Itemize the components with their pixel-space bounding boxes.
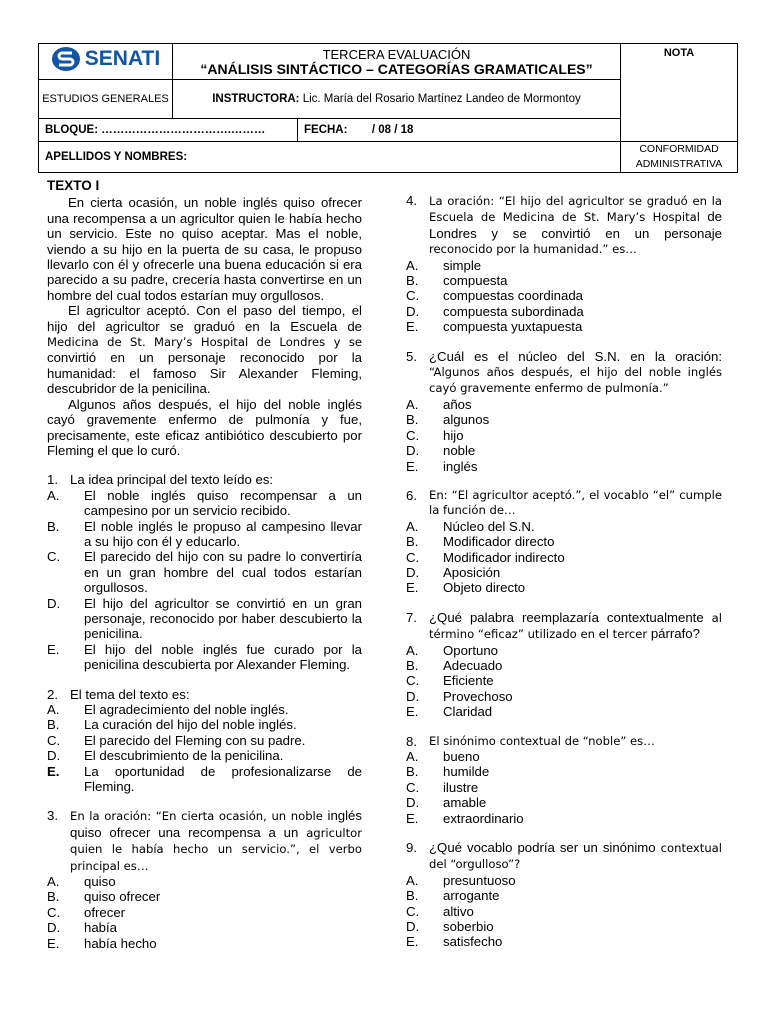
- option[interactable]: [47, 764, 362, 795]
- option-text: bueno: [443, 749, 480, 764]
- option-letter: B.: [47, 889, 60, 905]
- question-stem: La idea principal del texto leído es:: [70, 472, 274, 488]
- option-text: Objeto directo: [443, 580, 526, 596]
- option[interactable]: [406, 519, 722, 534]
- option-letter: B.: [47, 717, 60, 733]
- question-stem: [70, 808, 362, 874]
- option-letter: D.: [406, 443, 420, 459]
- apellidos-label: APELLIDOS Y NOMBRES:: [45, 151, 188, 163]
- option-letter: A.: [47, 487, 60, 503]
- option[interactable]: [406, 658, 722, 673]
- question-stem: [429, 349, 722, 397]
- option[interactable]: [406, 904, 722, 919]
- option[interactable]: [406, 795, 722, 810]
- option[interactable]: [406, 459, 722, 474]
- question-stem-b: de Londres y se convirtió en un personaje: [429, 209, 723, 241]
- question-1: [47, 472, 362, 672]
- fecha-cell[interactable]: [298, 119, 621, 142]
- option-text: quiso: [84, 874, 116, 890]
- option-text: noble: [443, 443, 476, 459]
- question-number: 4.: [406, 193, 417, 208]
- option-letter: E.: [47, 641, 60, 657]
- option-text: algunos: [443, 412, 490, 428]
- option[interactable]: [406, 811, 722, 826]
- logo-text: SENATI: [84, 47, 161, 70]
- option-text: hijo: [443, 427, 464, 443]
- option-letter: E.: [47, 935, 60, 951]
- option-text: Adecuado: [443, 657, 503, 673]
- paragraph-2-c: convirtió en un personaje reconocido por la humanidad: el famoso Sir Alexander Fleming, descubridor de la penicilina.: [47, 350, 362, 397]
- question-number: 8.: [406, 733, 417, 749]
- option[interactable]: [406, 673, 722, 688]
- option[interactable]: [406, 764, 722, 779]
- question-stem: En: “El agricultor aceptó.”, el vocablo “el” cumple la función de…: [429, 487, 722, 518]
- nota-label: NOTA: [663, 47, 695, 59]
- option[interactable]: [47, 733, 362, 748]
- option-letter: C.: [406, 427, 420, 443]
- option-letter: B.: [406, 888, 419, 904]
- option-letter: E.: [406, 319, 419, 335]
- option[interactable]: [47, 642, 362, 673]
- option[interactable]: [406, 934, 722, 949]
- option-text: Provechoso: [443, 688, 513, 704]
- paragraph-3: Algunos años después, el hijo del noble inglés cayó gravemente enfermo de pulmonía y fue, precisamente, este eficaz antibiótico descubierto por Fleming el que lo curó.: [47, 396, 362, 458]
- option-letter: E.: [47, 763, 60, 779]
- option[interactable]: [406, 397, 722, 412]
- option-letter: C.: [406, 288, 420, 304]
- senati-logo: [51, 46, 160, 72]
- option[interactable]: [47, 905, 362, 920]
- logo-cell: [39, 44, 173, 80]
- option-text: El noble inglés le propuso al campesino llevar a su hijo con él y educarlo.: [84, 518, 362, 549]
- option[interactable]: [406, 412, 722, 427]
- option-text: había: [84, 920, 118, 936]
- instructor-cell: [173, 80, 621, 119]
- question-7: [406, 610, 722, 720]
- option[interactable]: [47, 874, 362, 889]
- option[interactable]: [406, 428, 722, 443]
- option-letter: D.: [406, 919, 420, 935]
- option[interactable]: [47, 936, 362, 951]
- exam-title-line2: “ANÁLISIS SINTÁCTICO – CATEGORÍAS GRAMATICALES”: [200, 60, 593, 77]
- option[interactable]: [406, 643, 722, 658]
- option-letter: A.: [406, 396, 419, 412]
- question-stem-a: ¿Qué palabra reemplazaría contextualmente: [429, 609, 704, 625]
- option-text: presuntuoso: [443, 872, 516, 888]
- option-letter: E.: [406, 458, 419, 474]
- option-text: había hecho: [84, 935, 157, 951]
- question-stem-b: al término “eficaz” utilizado en el tercer: [429, 610, 722, 642]
- option-text: años: [443, 396, 472, 412]
- option[interactable]: [406, 565, 722, 580]
- option[interactable]: [406, 780, 722, 795]
- conformidad-cell: [621, 142, 738, 173]
- option-text: inglés: [443, 458, 478, 474]
- option-text: amable: [443, 795, 487, 811]
- option-text: satisfecho: [443, 934, 503, 950]
- option-text: altivo: [443, 903, 474, 919]
- option-letter: B.: [47, 518, 60, 534]
- option-letter: A.: [406, 749, 419, 764]
- option-letter: C.: [47, 549, 61, 565]
- option-letter: A.: [406, 518, 419, 534]
- fecha-value: / 08 / 18: [371, 124, 414, 136]
- option-text: Claridad: [443, 704, 493, 720]
- question-2: [47, 687, 362, 795]
- option-text: El hijo del noble inglés fue curado por la penicilina descubierta por Alexander Fleming.: [84, 641, 362, 673]
- option-text: Núcleo del S.N.: [443, 518, 535, 534]
- right-column: [406, 193, 722, 950]
- option[interactable]: [406, 288, 722, 303]
- option-letter: A.: [406, 257, 419, 273]
- question-4: [406, 193, 722, 335]
- option-text: La oportunidad de profesionalizarse de Fleming.: [84, 763, 362, 795]
- question-stem: [429, 193, 722, 258]
- option-text: ilustre: [443, 779, 479, 795]
- option-letter: D.: [406, 564, 420, 580]
- question-number: 1.: [47, 472, 58, 488]
- question-number: 3.: [47, 808, 58, 824]
- option[interactable]: [47, 596, 362, 642]
- option-letter: B.: [406, 657, 419, 673]
- question-stem-a: La oración: “El hijo del agricultor se graduó en la Escuela de Medicina de St. Mary’s Hospital: [429, 194, 722, 225]
- option-text: compuesta yuxtapuesta: [443, 319, 583, 335]
- question-6: [406, 488, 722, 596]
- option[interactable]: [406, 304, 722, 319]
- option-text: compuestas coordinada: [443, 288, 584, 304]
- conformidad-line2: ADMINISTRATIVA: [635, 158, 723, 170]
- option-letter: E.: [406, 580, 419, 596]
- question-stem-c: reconocido por la humanidad.” es…: [429, 242, 637, 257]
- option[interactable]: [47, 889, 362, 904]
- option-letter: C.: [406, 779, 420, 795]
- option-letter: B.: [406, 764, 419, 780]
- question-stem: [429, 840, 722, 873]
- option-letter: D.: [47, 595, 61, 611]
- question-stem-b: contextual del “orgulloso”?: [429, 841, 722, 872]
- bloque-cell[interactable]: [39, 119, 298, 142]
- question-stem-c: párrafo?: [650, 626, 700, 642]
- option[interactable]: [406, 443, 722, 458]
- exam-header: [38, 43, 738, 173]
- question-stem-c: agricultor quien le había hecho un servicio.”, el verbo principal es…: [70, 825, 362, 873]
- option[interactable]: [47, 717, 362, 732]
- senati-s-icon: [51, 46, 81, 72]
- question-stem: [429, 610, 722, 643]
- option-text: El parecido del hijo con su padre lo convertiría en un gran hombre del cual todos estarían orgullosos.: [84, 549, 362, 596]
- option-letter: D.: [406, 688, 420, 704]
- option-text: quiso ofrecer: [84, 889, 161, 905]
- option-text: El descubrimiento de la penicilina.: [84, 748, 284, 764]
- question-9: [406, 840, 722, 950]
- option-text: El agradecimiento del noble inglés.: [84, 702, 289, 717]
- instructor-name: Lic. María del Rosario Martínez Landeo de Mormontoy: [302, 93, 581, 105]
- apellidos-cell[interactable]: [39, 142, 621, 173]
- option-text: Eficiente: [443, 673, 494, 689]
- option[interactable]: [47, 549, 362, 595]
- option-letter: A.: [47, 874, 60, 890]
- option[interactable]: [47, 519, 362, 550]
- option[interactable]: [406, 319, 722, 334]
- instructor-label: INSTRUCTORA:: [212, 93, 300, 105]
- question-3: [47, 808, 362, 951]
- question-stem-a: ¿Qué vocablo podría ser un sinónimo: [429, 840, 656, 856]
- area-cell: [39, 80, 173, 119]
- option-letter: B.: [406, 273, 419, 289]
- option-letter: C.: [47, 904, 61, 920]
- question-number: 5.: [406, 348, 417, 364]
- question-stem-b: inglés quiso ofrecer una recompensa a un: [70, 808, 362, 840]
- option-text: Oportuno: [443, 642, 498, 658]
- option[interactable]: [406, 919, 722, 934]
- option-letter: A.: [406, 872, 419, 888]
- option[interactable]: [406, 689, 722, 704]
- option[interactable]: [47, 488, 362, 519]
- paragraph-2-a: El agricultor aceptó. Con el paso del tiempo, el hijo del agricultor se graduó en la Escuela de: [47, 303, 362, 334]
- option-letter: E.: [406, 810, 419, 826]
- option[interactable]: [406, 534, 722, 549]
- option[interactable]: [47, 748, 362, 763]
- title-cell: [173, 44, 621, 80]
- question-5: [406, 349, 722, 474]
- question-stem: El sinónimo contextual de “noble” es…: [429, 733, 655, 748]
- option-text: Modificador indirecto: [443, 549, 565, 565]
- text-title: TEXTO I: [47, 178, 100, 193]
- option-letter: A.: [47, 702, 60, 717]
- option-text: extraordinario: [443, 810, 524, 826]
- option[interactable]: [47, 920, 362, 935]
- area-label: ESTUDIOS GENERALES: [42, 93, 169, 105]
- option-text: ofrecer: [84, 904, 126, 920]
- option-text: La curación del hijo del noble inglés.: [84, 717, 297, 733]
- option-text: Aposición: [443, 564, 501, 580]
- question-stem: El tema del texto es:: [70, 686, 190, 702]
- option-text: compuesta: [443, 273, 508, 289]
- question-number: 9.: [406, 840, 417, 856]
- option-letter: B.: [406, 534, 419, 550]
- option[interactable]: [406, 258, 722, 273]
- option[interactable]: [406, 873, 722, 888]
- paragraph-1: En cierta ocasión, un noble inglés quiso ofrecer una recompensa a un agricultor quien le había hecho un servicio. Este no quiso aceptar. Mas el noble, viendo a su hijo en la puerta de su casa, le propuso llevarlo con él y ofrecerle una buena educación si era parecido a su padre, crecería hasta convertirse en un hombre del cual todos estarían muy orgullosos.: [47, 195, 362, 303]
- option-text: Modificador directo: [443, 534, 555, 550]
- paragraph-2: [47, 303, 362, 396]
- option-letter: A.: [406, 642, 419, 658]
- question-stem-a: En la oración: “En cierta ocasión, un noble: [70, 809, 323, 824]
- question-number: 7.: [406, 609, 417, 625]
- option-text: humilde: [443, 764, 490, 780]
- bloque-label: BLOQUE: …………………………….………: [45, 124, 266, 136]
- option[interactable]: [406, 550, 722, 565]
- option[interactable]: [47, 702, 362, 717]
- exam-title-line1: TERCERA EVALUACIÓN: [322, 46, 471, 62]
- option-letter: B.: [406, 412, 419, 428]
- option-text: El noble inglés quiso recompensar a un campesino por un servicio recibido.: [84, 487, 362, 519]
- option-text: compuesta subordinada: [443, 303, 584, 319]
- option[interactable]: [406, 580, 722, 595]
- option-text: soberbio: [443, 919, 494, 935]
- option[interactable]: [406, 273, 722, 288]
- option-text: El hijo del agricultor se convirtió en un gran personaje, reconocido por haber descubierto la penicilina.: [84, 595, 362, 642]
- fecha-label: FECHA:: [304, 124, 348, 136]
- option-letter: D.: [406, 303, 420, 319]
- option[interactable]: [406, 704, 722, 719]
- option-letter: E.: [406, 704, 419, 720]
- option-letter: D.: [47, 920, 61, 936]
- option-letter: D.: [47, 748, 61, 764]
- option-text: simple: [443, 257, 482, 273]
- question-number: 6.: [406, 487, 417, 503]
- question-stem-b: “Algunos años después, el hijo del noble inglés cayó gravemente enfermo de pulmonía.”: [429, 365, 722, 396]
- option-letter: C.: [406, 673, 420, 689]
- option-letter: C.: [406, 903, 420, 919]
- option-letter: D.: [406, 795, 420, 811]
- option-text: El parecido del Fleming con su padre.: [84, 732, 306, 748]
- paragraph-2-b: Medicina de St. Mary’s Hospital de Londres y se: [47, 335, 362, 350]
- nota-cell: [621, 44, 738, 142]
- question-number: 2.: [47, 686, 58, 702]
- question-stem-a: ¿Cuál es el núcleo del S.N. en la oración:: [429, 348, 722, 364]
- option-text: arrogante: [443, 888, 500, 904]
- conformidad-line1: CONFORMIDAD: [639, 143, 719, 155]
- option-letter: C.: [406, 549, 420, 565]
- left-column: [47, 178, 362, 951]
- option[interactable]: [406, 749, 722, 764]
- question-8: [406, 734, 722, 826]
- option-letter: C.: [47, 732, 61, 748]
- option-letter: E.: [406, 934, 419, 950]
- option[interactable]: [406, 888, 722, 903]
